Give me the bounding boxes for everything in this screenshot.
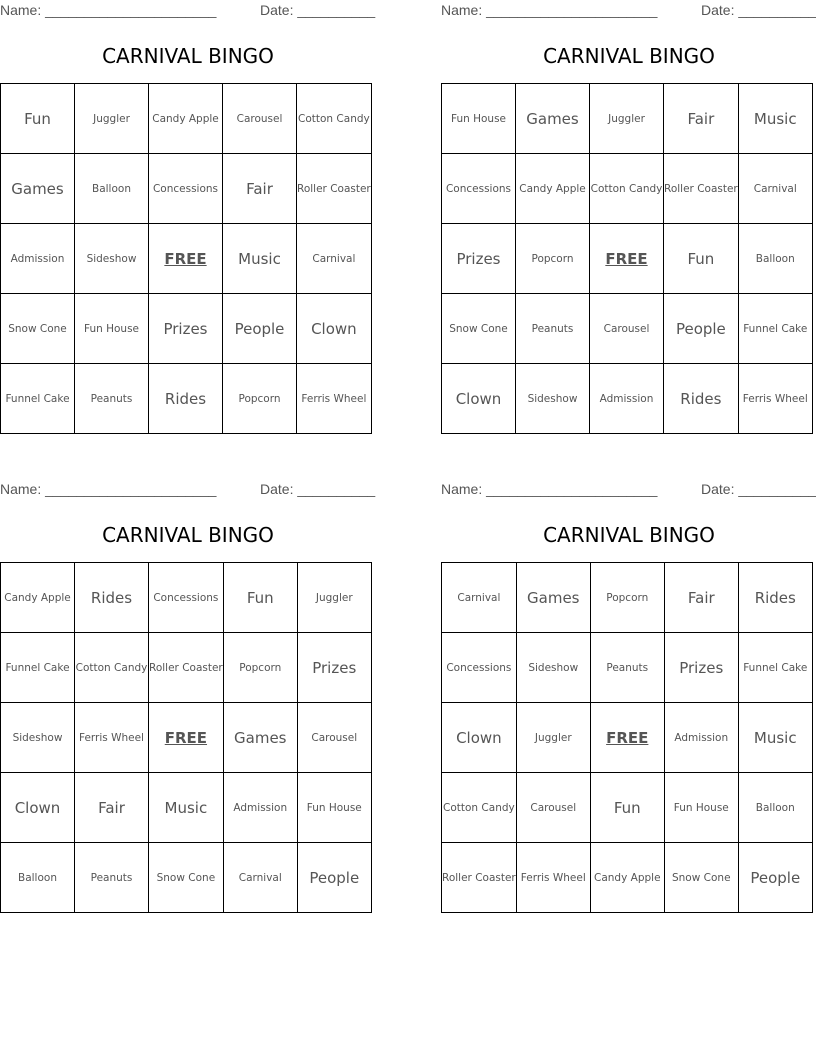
- bingo-cell: Concessions: [442, 154, 516, 224]
- bingo-row: [442, 364, 813, 434]
- bingo-cell: Snow Cone: [149, 843, 224, 913]
- bingo-row: [1, 633, 372, 703]
- bingo-row: [1, 224, 372, 294]
- bingo-row: [442, 843, 813, 913]
- bingo-cell: Fun: [590, 773, 664, 843]
- bingo-cell: Roller Coaster: [664, 154, 739, 224]
- bingo-cell: Ferris Wheel: [738, 364, 812, 434]
- bingo-cell: Peanuts: [75, 843, 149, 913]
- bingo-row: [1, 294, 372, 364]
- bingo-cell: Juggler: [75, 84, 149, 154]
- free-space-cell: FREE: [149, 224, 223, 294]
- bingo-cell: Carnival: [442, 563, 517, 633]
- bingo-row: [1, 703, 372, 773]
- name-date-line: [441, 481, 816, 499]
- bingo-cell: Roller Coaster: [442, 843, 517, 913]
- bingo-cell: Admission: [223, 773, 297, 843]
- bingo-grid: [441, 562, 813, 913]
- name-label: Name: ______________________: [441, 2, 658, 18]
- bingo-cell: Concessions: [149, 563, 224, 633]
- bingo-cell: Candy Apple: [590, 843, 664, 913]
- date-label: Date: __________: [260, 481, 376, 497]
- bingo-row: [442, 773, 813, 843]
- bingo-cell: Fun: [664, 224, 739, 294]
- bingo-cell: Funnel Cake: [1, 364, 75, 434]
- free-space-cell: FREE: [590, 224, 664, 294]
- bingo-cell: Balloon: [738, 773, 812, 843]
- bingo-row: [442, 633, 813, 703]
- card-title: CARNIVAL BINGO: [543, 523, 715, 547]
- bingo-row: [442, 224, 813, 294]
- date-label: Date: __________: [701, 481, 816, 497]
- bingo-cell: Snow Cone: [664, 843, 738, 913]
- bingo-row: [442, 563, 813, 633]
- bingo-row: [442, 154, 813, 224]
- bingo-cell: Ferris Wheel: [297, 364, 372, 434]
- bingo-cell: Rides: [664, 364, 739, 434]
- bingo-cell: Carousel: [297, 703, 371, 773]
- bingo-row: [1, 563, 372, 633]
- bingo-cell: Roller Coaster: [149, 633, 224, 703]
- bingo-cell: Popcorn: [516, 224, 590, 294]
- bingo-cell: Carnival: [738, 154, 812, 224]
- bingo-cell: Carousel: [590, 294, 664, 364]
- free-space-cell: FREE: [149, 703, 224, 773]
- bingo-cell: Cotton Candy: [75, 633, 149, 703]
- bingo-cell: Peanuts: [516, 294, 590, 364]
- bingo-cell: Prizes: [297, 633, 371, 703]
- name-date-line: [0, 2, 376, 20]
- bingo-cell: Admission: [664, 703, 738, 773]
- bingo-cell: Snow Cone: [1, 294, 75, 364]
- bingo-cell: Admission: [1, 224, 75, 294]
- bingo-cell: Rides: [149, 364, 223, 434]
- bingo-cell: Funnel Cake: [738, 633, 812, 703]
- bingo-cell: Concessions: [442, 633, 517, 703]
- bingo-cell: Fair: [223, 154, 297, 224]
- card-title: CARNIVAL BINGO: [102, 44, 274, 68]
- bingo-cell: Carousel: [223, 84, 297, 154]
- bingo-cell: Peanuts: [75, 364, 149, 434]
- bingo-cell: People: [223, 294, 297, 364]
- bingo-cell: Candy Apple: [149, 84, 223, 154]
- bingo-cell: Fair: [75, 773, 149, 843]
- bingo-grid: [0, 562, 372, 913]
- bingo-row: [442, 84, 813, 154]
- bingo-cell: Prizes: [442, 224, 516, 294]
- card-title: CARNIVAL BINGO: [543, 44, 715, 68]
- bingo-cell: Carousel: [516, 773, 590, 843]
- date-label: Date: __________: [260, 2, 376, 18]
- bingo-cell: Juggler: [590, 84, 664, 154]
- bingo-cell: Fun: [1, 84, 75, 154]
- name-date-line: [441, 2, 816, 20]
- bingo-cell: Music: [738, 84, 812, 154]
- bingo-cell: Candy Apple: [1, 563, 75, 633]
- bingo-cell: Fun House: [664, 773, 738, 843]
- bingo-cell: Music: [738, 703, 812, 773]
- name-label: Name: ______________________: [441, 481, 658, 497]
- bingo-cell: Juggler: [516, 703, 590, 773]
- bingo-cell: Ferris Wheel: [75, 703, 149, 773]
- bingo-row: [442, 703, 813, 773]
- bingo-cell: Snow Cone: [442, 294, 516, 364]
- bingo-cell: Sideshow: [516, 364, 590, 434]
- bingo-cell: Sideshow: [1, 703, 75, 773]
- bingo-cell: Sideshow: [75, 224, 149, 294]
- free-space-cell: FREE: [590, 703, 664, 773]
- card-title: CARNIVAL BINGO: [102, 523, 274, 547]
- bingo-cell: Popcorn: [590, 563, 664, 633]
- bingo-cell: People: [297, 843, 371, 913]
- bingo-cell: Prizes: [149, 294, 223, 364]
- bingo-cell: Funnel Cake: [738, 294, 812, 364]
- bingo-cell: Clown: [1, 773, 75, 843]
- bingo-cell: Admission: [590, 364, 664, 434]
- bingo-row: [1, 364, 372, 434]
- bingo-cell: Clown: [442, 364, 516, 434]
- bingo-cell: Cotton Candy: [297, 84, 372, 154]
- name-date-line: [0, 481, 376, 499]
- bingo-row: [1, 154, 372, 224]
- bingo-cell: Juggler: [297, 563, 371, 633]
- bingo-cell: Balloon: [738, 224, 812, 294]
- bingo-cell: Concessions: [149, 154, 223, 224]
- bingo-cell: Rides: [738, 563, 812, 633]
- bingo-row: [1, 773, 372, 843]
- bingo-cell: Rides: [75, 563, 149, 633]
- bingo-cell: Candy Apple: [516, 154, 590, 224]
- bingo-cell: Fun: [223, 563, 297, 633]
- bingo-cell: Games: [516, 84, 590, 154]
- bingo-cell: Cotton Candy: [590, 154, 664, 224]
- bingo-cell: Cotton Candy: [442, 773, 517, 843]
- bingo-cell: Games: [223, 703, 297, 773]
- bingo-cell: Peanuts: [590, 633, 664, 703]
- bingo-row: [442, 294, 813, 364]
- bingo-cell: Roller Coaster: [297, 154, 372, 224]
- bingo-cell: Fun House: [442, 84, 516, 154]
- bingo-cell: Carnival: [223, 843, 297, 913]
- bingo-cell: Games: [516, 563, 590, 633]
- bingo-cell: Fun House: [75, 294, 149, 364]
- bingo-cell: Ferris Wheel: [516, 843, 590, 913]
- bingo-cell: Balloon: [1, 843, 75, 913]
- bingo-row: [1, 843, 372, 913]
- bingo-cell: Funnel Cake: [1, 633, 75, 703]
- bingo-cell: People: [738, 843, 812, 913]
- bingo-cell: Popcorn: [223, 633, 297, 703]
- bingo-grid: [441, 83, 813, 434]
- bingo-row: [1, 84, 372, 154]
- bingo-cell: Music: [149, 773, 224, 843]
- bingo-cell: Fair: [664, 563, 738, 633]
- bingo-cell: Clown: [297, 294, 372, 364]
- bingo-cell: Popcorn: [223, 364, 297, 434]
- bingo-cell: Sideshow: [516, 633, 590, 703]
- bingo-cell: Fair: [664, 84, 739, 154]
- bingo-grid: [0, 83, 372, 434]
- bingo-cell: Carnival: [297, 224, 372, 294]
- bingo-cell: Clown: [442, 703, 517, 773]
- bingo-cell: Games: [1, 154, 75, 224]
- bingo-cell: Music: [223, 224, 297, 294]
- bingo-cell: Balloon: [75, 154, 149, 224]
- name-label: Name: ______________________: [0, 2, 217, 18]
- name-label: Name: ______________________: [0, 481, 217, 497]
- date-label: Date: __________: [701, 2, 816, 18]
- bingo-cell: Fun House: [297, 773, 371, 843]
- bingo-cell: Prizes: [664, 633, 738, 703]
- bingo-cell: People: [664, 294, 739, 364]
